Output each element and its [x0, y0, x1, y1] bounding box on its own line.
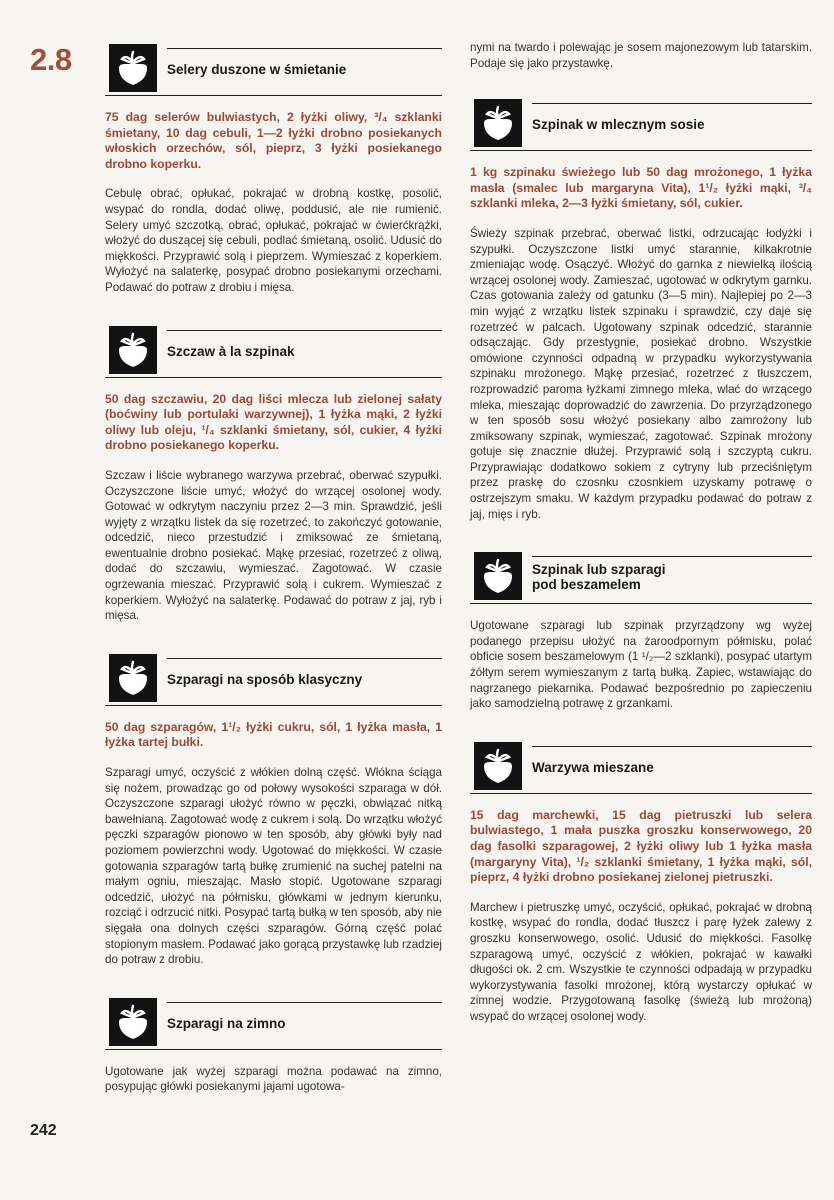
vegetable-icon	[109, 326, 157, 374]
recipe-header	[470, 738, 812, 794]
recipe-title	[532, 562, 812, 592]
recipe-header	[105, 650, 442, 706]
recipe-header	[470, 548, 812, 604]
vegetable-icon	[109, 654, 157, 702]
vegetable-icon	[474, 552, 522, 600]
recipe-instructions: Szparagi umyć, oczyścić z włókien dolną część. Włókna ściąga się nożem, prowadząc go od połowy wysokości szparaga w dół. Oczyszczone szparagi ułożyć równo w pęczki, obwiązać nitką bawełnianą. Zagotować wodę z cukrem i solą. Do wrzątku włożyć pęczki szparagów pionowo w ten sposób, aby główki były nad poziomem powierzchni wody. Ugotować do miękkości. W czasie gotowania szparagów tartą bułkę zrumienić na suchej patelni na małym ogniu, mieszając. Masło stopić. Ugotowane szparagi odcedzić, ułożyć na półmisku, główkami w jednym kierunku, rozciąć i odrzucić nitki. Posypać tartą bułką w ten sposób, aby nie sięgała ona dolnych części szparagów. Górną część polać stopionym masłem. Podawać jako gorącą przystawkę lub rzadziej do potraw z drobiu.	[105, 766, 443, 967]
recipe-szpinak-beszamel	[470, 548, 812, 712]
right-column	[470, 40, 812, 1051]
recipe-instructions: Świeży szpinak przebrać, oberwać listki, odrzucając łodyżki i szypułki. Oczyszczone listki umyć starannie, kilkakrotnie zmieniając wodę. Osączyć. Włożyć do garnka z niewielką ilością wrzącej osolonej wody. Zamieszać, ugotować w odkrytym garnku. Czas gotowania zależy od gatunku (3—5 min). Najlepiej po 2—3 min wyjąć z wrzątku listek szpinaku i sprawdzić, czy daje się rozetrzeć w palcach. Ugotowany szpinak odcedzić, starannie odsączając. Gdy przestygnie, posiekać drobno. Wszystkie omówione czynności odpadną w przypadku wykorzystywania szpinaku mrożonego. Mąkę przesiać, rozetrzeć z tłuszczem, rozprowadzić paroma łyżkami zimnego mleka, wlać do wrzącego mleka, mieszając doprowadzić do zawrzenia. Do przyrządzonego w ten sposób sosu włożyć posiekany albo zamrożony lub zmiksowany szpinak, wymieszać, zagotować. Szpinak mrożony gotuje się znacznie dłużej. Przyprawić solą i szczyptą cukru. Przyprawiając dodatkowo sokiem z cytryny lub przeciśniętym przez praskę do czosnku czosnkiem uzyskamy potrawę o ostrzejszym smaku. W każdym przypadku podawać do potraw z jaj, mięs i ryb.	[470, 226, 812, 521]
recipe-warzywa-mieszane	[470, 738, 812, 1025]
recipe-header	[105, 994, 442, 1050]
left-column	[105, 40, 442, 1121]
recipe-header	[105, 40, 442, 96]
header-rule-top	[167, 48, 442, 49]
page-number: 242	[30, 1122, 57, 1139]
recipe-title: Szpinak w mlecznym sosie	[532, 117, 705, 133]
recipe-title-line-2: pod beszamelem	[532, 577, 641, 593]
vegetable-icon	[109, 44, 157, 92]
recipe-ingredients: 75 dag selerów bulwiastych, 2 łyżki oliwy, ³/₄ szklanki śmietany, 10 dag cebuli, 1—2 łyżki drobno posiekanych włoskich orzechów, sól, pieprz, 3 łyżki posiekanego drobno koperku.	[105, 110, 442, 171]
recipe-szpinak-mleczny	[470, 95, 812, 522]
header-rule-top	[167, 658, 442, 659]
recipe-ingredients: 15 dag marchewki, 15 dag pietruszki lub selera bulwiastego, 1 mała puszka groszku konserwowego, 20 dag fasolki szparagowej, 2 łyżki oliwy lub 1 łyżka masła (margaryny Vita), ¹/₂ szklanki śmietany, 1 łyżka mąki, sól, pieprz, 4 łyżki drobno posiekanej zielonej pietruszki.	[470, 807, 812, 885]
header-rule-top	[532, 103, 812, 104]
recipe-szczaw	[105, 322, 442, 624]
recipe-szparagi-klasyczne	[105, 650, 442, 968]
header-rule-bottom	[105, 705, 442, 706]
recipe-ingredients: 50 dag szparagów, 1¹/₂ łyżki cukru, sól, 1 łyżka masła, 1 łyżka tartej bułki.	[105, 719, 442, 750]
recipe-title: Szczaw à la szpinak	[167, 343, 295, 359]
recipe-ingredients: 1 kg szpinaku świeżego lub 50 dag mrożonego, 1 łyżka masła (smalec lub margaryna Vita), 1¹/₂ łyżki mąki, ³/₄ szklanki mleka, 2—3 łyżki śmietany, sól, cukier.	[470, 165, 812, 211]
vegetable-icon	[109, 998, 157, 1046]
header-rule-bottom	[105, 377, 442, 378]
recipe-instructions: Ugotowane szparagi lub szpinak przyrządzony wg wyżej podanego przepisu ułożyć na żaroodpornym półmisku, polać obficie sosem beszamelowym (1 ¹/₂—2 szklanki), posypać utartym żółtym serem wymieszanym z tartą bułką. Zapiec, wstawiając do nagrzanego piekarnika. Podawać bezpośrednio po zapieczeniu jako samodzielną potrawę z grzankami.	[470, 619, 812, 711]
continued-text: nymi na twardo i polewając je sosem majonezowym lub tatarskim. Podaje się jako przystawkę.	[470, 41, 812, 70]
section-number: 2.8	[30, 42, 72, 77]
header-rule-bottom	[105, 1049, 442, 1050]
recipe-title-line-1: Szpinak lub szparagi	[532, 562, 666, 578]
recipe-header	[105, 322, 442, 378]
recipe-title: Szparagi na zimno	[167, 1015, 286, 1031]
header-rule-top	[532, 746, 812, 747]
recipe-instructions: Marchew i pietruszkę umyć, oczyścić, opłukać, pokrajać w drobną kostkę, wsypać do rondla, dodać tłuszcz i parę łyżek zalewy z groszku konserwowego, osolić. Udusić do miękkości. Fasolkę szparagową umyć, oczyścić z włókien, pokrajać w kawałki długości ok. 2 cm. Wszystkie te czynności odpadają w przypadku wykorzystywania fasolki mrożonej, którą wystarczy opłukać w zimnej wodzie. Przygotowaną fasolkę (świeżą lub mrożoną) wsypać do wrzącej osolonej wody.	[470, 900, 812, 1023]
recipe-title: Szparagi na sposób klasyczny	[167, 671, 363, 687]
header-rule-top	[167, 330, 442, 331]
header-rule-bottom	[470, 793, 812, 794]
vegetable-icon	[474, 99, 522, 147]
recipe-instructions: Ugotowane jak wyżej szparagi można podawać na zimno, posypując główki posiekanymi jajami ugotowa-	[105, 1064, 442, 1094]
header-rule-top	[167, 1002, 442, 1003]
vegetable-icon	[474, 742, 522, 790]
recipe-instructions: Cebulę obrać, opłukać, pokrajać w drobną kostkę, posolić, wsypać do rondla, dodać oliwę, poddusić, ale nie rumienić. Selery umyć szczotką, obrać, opłukać, pokrajać w ćwierćkrążki, włożyć do duszącej się cebuli, podlać śmietaną, osolić. Udusić do miękkości. Przyprawić solą i pieprzem. Wymieszać z koperkiem. Wyłożyć na salaterkę, posypać drobno posiekanymi orzechami. Podawać do potraw z drobiu i mięsa.	[105, 187, 442, 294]
recipe-title: Selery duszone w śmietanie	[167, 62, 347, 77]
recipe-szparagi-na-zimno	[105, 994, 442, 1095]
recipe-header	[470, 95, 812, 151]
recipe-title: Warzywa mieszane	[532, 759, 654, 775]
header-rule-bottom	[470, 603, 812, 604]
header-rule-bottom	[470, 150, 812, 151]
header-rule-bottom	[105, 95, 442, 96]
recipe-selery	[105, 40, 442, 296]
header-rule-top	[532, 556, 812, 557]
recipe-instructions: Szczaw i liście wybranego warzywa przebrać, oberwać szypułki. Oczyszczone liście umyć, włożyć do wrzącej osolonej wody. Gotować w odkrytym naczyniu przez 2—3 min. Sprawdzić, jeśli wyjęty z wrzątku listek da się rozetrzeć, to zakończyć gotowanie, odcedzić, nieco przestudzić i zmiksować ze śmietaną, ewentualnie drobno posiekać. Mąkę przesiać, rozetrzeć z oliwą, dodać do szczawiu, wymieszać. Zagotować. W czasie ogrzewania mieszać. Przyprawić solą i cukrem. Wymieszać z koperkiem. Wyłożyć na salaterkę. Podawać do potraw z jaj, ryb i mięsa.	[105, 468, 442, 623]
recipe-ingredients: 50 dag szczawiu, 20 dag liści mlecza lub zielonej sałaty (boćwiny lub portulaki warzywnej), 1 łyżka mąki, 2 łyżki oliwy lub oleju, ¹/₄ szklanki śmietany, sól, cukier, 4 łyżki drobno posiekanego koperku.	[105, 391, 442, 453]
